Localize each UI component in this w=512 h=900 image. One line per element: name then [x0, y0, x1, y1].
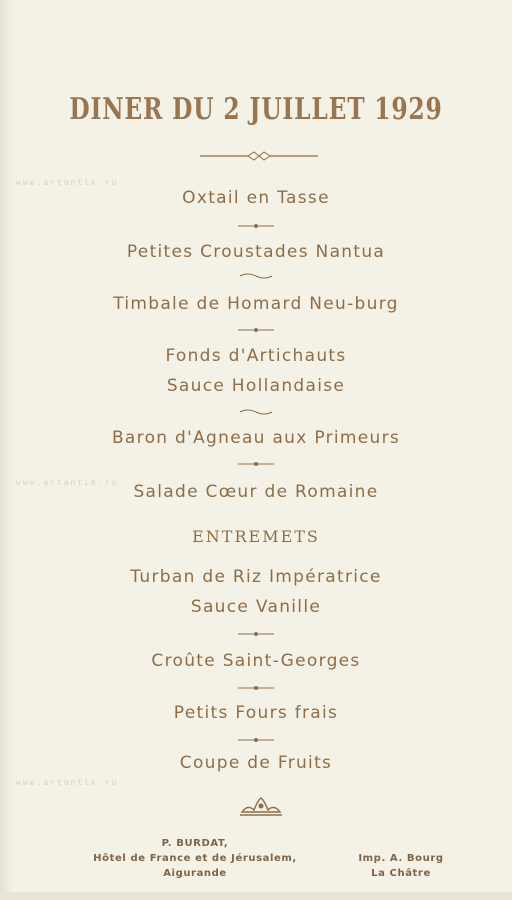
menu-item: Oxtail en Tasse — [182, 188, 330, 208]
paper-bottom-edge — [0, 892, 512, 900]
chef-hotel: Hôtel de France et de Jérusalem, — [93, 853, 297, 864]
title-ornament-icon — [200, 150, 318, 162]
watermark: www.artantik.ru — [16, 178, 119, 187]
separator-icon — [236, 272, 276, 280]
menu-item: Salade Cœur de Romaine — [133, 482, 379, 502]
separator-icon — [236, 326, 276, 334]
printer-name: Imp. A. Bourg — [358, 853, 444, 864]
chef-town: Aigurande — [163, 868, 227, 879]
separator-icon — [236, 684, 276, 692]
separator-icon — [236, 408, 276, 416]
menu-item: Sauce Vanille — [190, 597, 322, 617]
menu-item: Petits Fours frais — [173, 703, 339, 723]
menu-item: Fonds d'Artichauts — [165, 346, 347, 366]
menu-item: Sauce Hollandaise — [166, 376, 346, 396]
chef-credit — [60, 836, 330, 881]
menu-item: Timbale de Homard Neu-burg — [113, 294, 399, 314]
menu-item: Coupe de Fruits — [179, 753, 333, 773]
menu-item: Baron d'Agneau aux Primeurs — [111, 428, 401, 448]
separator-icon — [236, 630, 276, 638]
separator-icon — [236, 222, 276, 230]
printer-credit — [336, 851, 466, 881]
watermark: www.artantik.ru — [16, 478, 119, 487]
watermark: www.artantik.ru — [16, 778, 119, 787]
menu-item: Petites Croustades Nantua — [126, 242, 386, 262]
menu-item: Turban de Riz Impératrice — [130, 567, 382, 587]
crest-ornament-icon — [236, 794, 286, 818]
separator-icon — [236, 736, 276, 744]
section-heading-entremets: ENTREMETS — [192, 527, 320, 546]
menu-title: DINER DU 2 JUILLET 1929 — [69, 92, 443, 127]
chef-name: P. BURDAT, — [161, 838, 229, 849]
separator-icon — [236, 460, 276, 468]
menu-item: Croûte Saint-Georges — [151, 651, 361, 671]
printer-town: La Châtre — [371, 868, 431, 879]
